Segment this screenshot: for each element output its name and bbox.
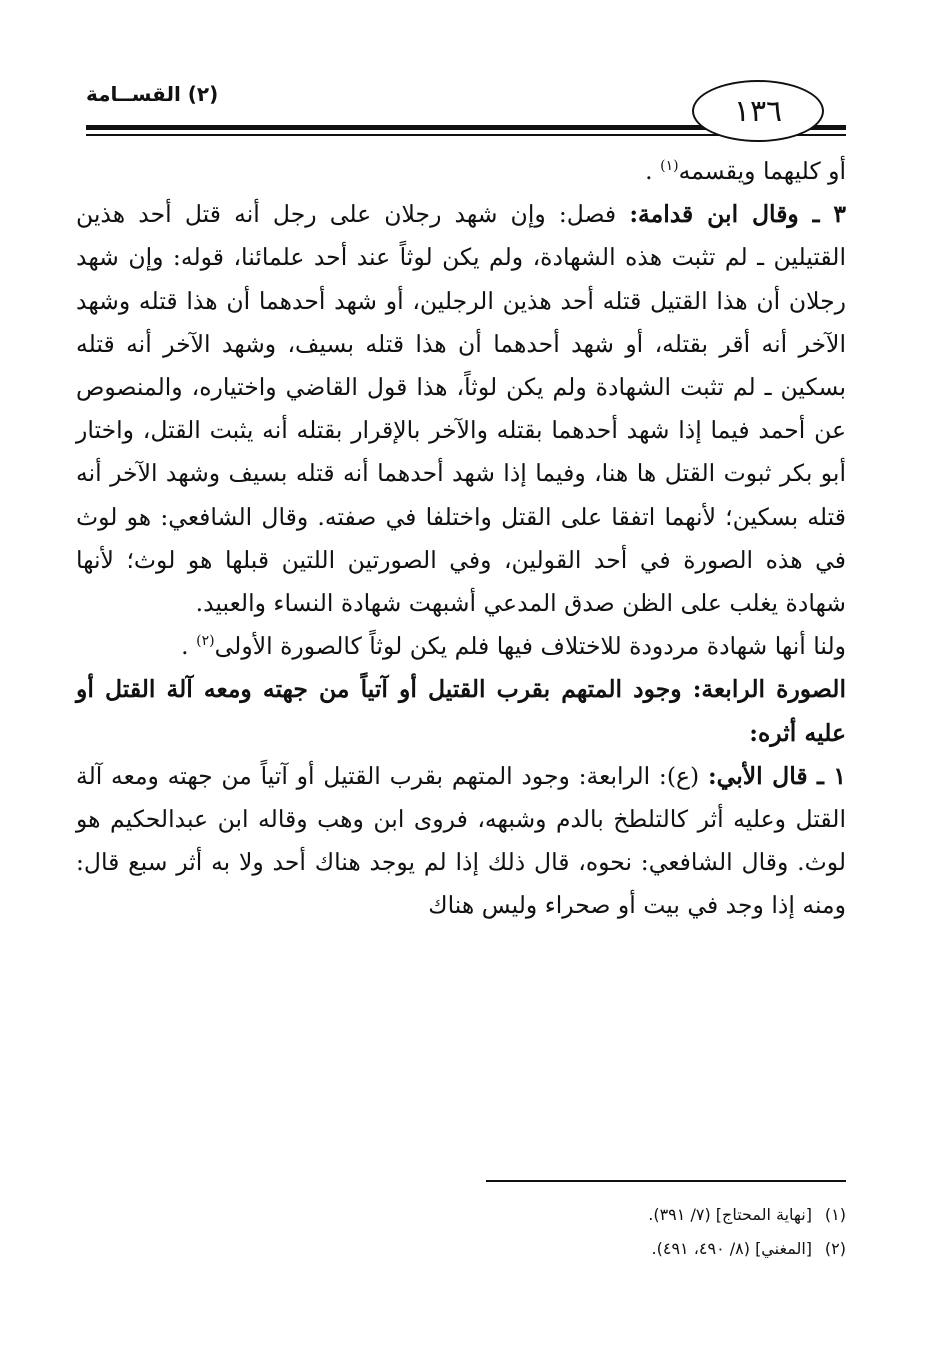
paragraph-text: أو كليهما ويقسمه: [678, 157, 846, 185]
footnote-ref: (١): [660, 158, 679, 175]
footnote-text: [نهاية المحتاج] (٧/ ٣٩١).: [648, 1205, 812, 1224]
main-text: [76, 150, 846, 928]
footnote-divider: [486, 1180, 846, 1182]
section-heading: الصورة الرابعة: وجود المتهم بقرب القتيل أو آتياً من جهته ومعه آلة القتل أو عليه أثره:: [76, 675, 846, 747]
paragraph-lead: ٣ ـ وقال ابن قدامة:: [629, 200, 846, 229]
paragraph-end: .: [645, 157, 653, 185]
paragraph-lead: ١ ـ قال الأبي:: [707, 761, 846, 790]
page-number: ١٣٦: [692, 80, 824, 142]
paragraph-ibn-qudama: [76, 193, 846, 625]
paragraph-al-ubbi: [76, 755, 846, 928]
footnote-text: [المغني] (٨/ ٤٩٠، ٤٩١).: [651, 1239, 812, 1258]
footnote-item: [480, 1198, 846, 1232]
paragraph-text: (ع): الرابعة: وجود المتهم بقرب القتيل أو آتياً من جهته ومعه آلة القتل وعليه أثر كالتلطخ بالدم وشبهه، فروى ابن وهب وقاله ابن عبدالحكيم هو لوث. وقال الشافعي: نحوه، قال ذلك إذا لم يوجد هناك أحد ولا به أثر سبع قال: ومنه إذا وجد في بيت أو صحراء وليس هناك: [76, 761, 846, 920]
footnote-item: [480, 1232, 846, 1266]
running-title: (٢) القســامة: [86, 82, 219, 106]
footnotes: [480, 1198, 846, 1266]
paragraph-end: .: [181, 632, 189, 661]
footnote-number: (٢): [824, 1239, 846, 1258]
paragraph-text: فصل: وإن شهد رجلان على رجل أنه قتل أحد هذين القتيلين ـ لم تثبت هذه الشهادة، ولم يكن لوثاً عند أحد علمائنا، قوله: وإن شهد رجلان أن هذا القتيل قتله أحد هذين الرجلين، أو شهد أحدهما أن هذا قتله وشهد الآخر أنه أقر بقتله، أو شهد أحدهما أن هذا قتله بسيف، وشهد الآخر أنه قتله بسكين ـ لم تثبت الشهادة ولم يكن لوثاً، هذا قول القاضي واختياره، والمنصوص عن أحمد فيما إذا شهد أحدهما بقتله والآخر بالإقرار بقتله أنه يثبت القتل، واختار أبو بكر ثبوت القتل ها هنا، وفيما إذا شهد أحدهما أنه قتله بسيف وشهد الآخر أنه قتله بسكين؛ لأنهما اتفقا على القتل واختلفا في صفته. وقال الشافعي: هو لوث في هذه الصورة في أحد القولين، وفي الصورتين اللتين قبلها هو لوث؛ لأنها شهادة يغلب على الظن صدق المدعي أشبهت شهادة النساء والعبيد.: [76, 200, 846, 618]
footnote-ref: (٢): [196, 633, 215, 650]
paragraph-rebuttal: [76, 625, 846, 668]
paragraph-continuation: [76, 150, 846, 193]
footnote-number: (١): [824, 1205, 846, 1224]
paragraph-text: ولنا أنها شهادة مردودة للاختلاف فيها فلم يكن لوثاً كالصورة الأولى: [214, 632, 846, 661]
